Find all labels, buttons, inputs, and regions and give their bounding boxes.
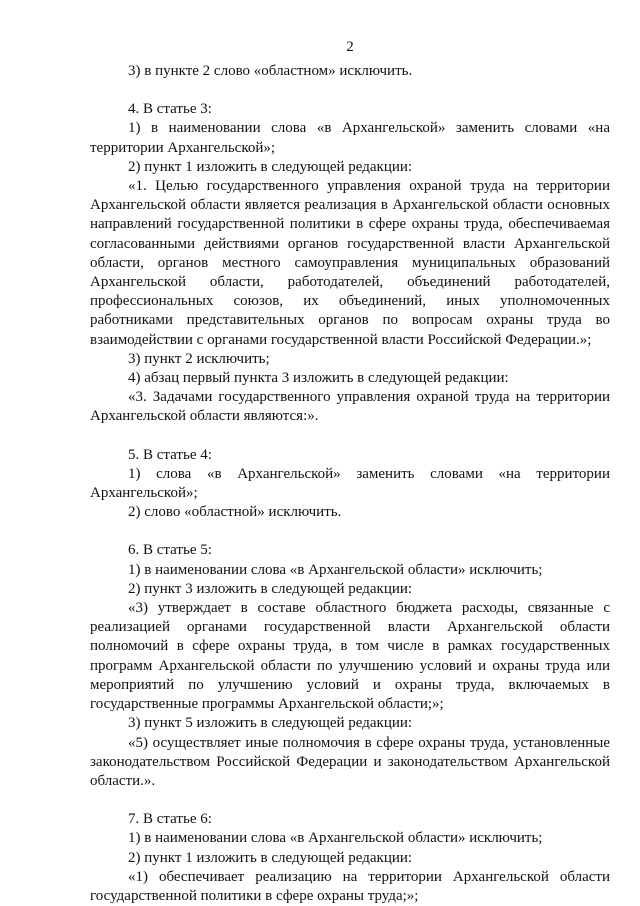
paragraph: 2) пункт 1 изложить в следующей редакции: bbox=[128, 158, 413, 175]
section-heading: 4. В статье 3: bbox=[128, 101, 212, 118]
paragraph: 1) в наименовании слова «в Архангельской области» исключить; bbox=[128, 561, 543, 578]
paragraph: 2) пункт 3 изложить в следующей редакции: bbox=[128, 580, 413, 597]
paragraph: 4) абзац первый пункта 3 изложить в следующей редакции: bbox=[128, 370, 509, 387]
paragraph-gap bbox=[90, 427, 610, 446]
section-heading: 6. В статье 5: bbox=[128, 542, 212, 559]
paragraph: 3) в пункте 2 слово «областном» исключить. bbox=[128, 63, 413, 79]
quoted-paragraph: «3) утверждает в составе областного бюджета расходы, связанные с реализацией органами государственной власти Архангельской области полномочий в сфере охраны труда, в том числе в рамках государственных программ Архангельской области по улучшению условий и охраны труда или мероприятий по улучшению условий и охраны труда, включаемых в государственные программы Архангельской области;»; bbox=[90, 600, 610, 713]
paragraph-gap bbox=[90, 522, 610, 541]
paragraph: 3) пункт 5 изложить в следующей редакции: bbox=[128, 715, 413, 732]
paragraph-gap bbox=[90, 791, 610, 810]
paragraph-gap bbox=[90, 81, 610, 100]
section-heading: 7. В статье 6: bbox=[128, 811, 212, 828]
paragraph: 2) пункт 1 изложить в следующей редакции: bbox=[128, 849, 413, 866]
paragraph: 1) в наименовании слова «в Архангельской области» исключить; bbox=[128, 830, 543, 847]
paragraph: 3) пункт 2 исключить; bbox=[128, 350, 270, 367]
quoted-paragraph: «3. Задачами государственного управления охраной труда на территории Архангельской области являются:». bbox=[90, 389, 610, 425]
paragraph: 1) слова «в Архангельской» заменить словами «на территории Архангельской»; bbox=[90, 465, 610, 502]
section-heading: 5. В статье 4: bbox=[128, 446, 212, 463]
paragraph: 2) слово «областной» исключить. bbox=[128, 504, 342, 521]
page-number: 2 bbox=[346, 39, 354, 55]
paragraph: 1) в наименовании слова «в Архангельской» заменить словами «на территории Архангельской»; bbox=[90, 120, 610, 156]
quoted-paragraph: «1. Целью государственного управления охраной труда на территории Архангельской области является реализация в Архангельской области основных направлений государственной политики в сфере охраны труда, обеспечиваемая согласованными действиями органов государственной власти Архангельской области, органов местного самоуправления муниципальных образований Архангельской области, работодателей, объединений работодателей, профессиональных союзов, их объединений, иных уполномоченных работниками представительных органов по вопросам охраны труда во взаимодействии с органами государственной власти Российской Федерации.»; bbox=[90, 178, 610, 348]
quoted-paragraph: «1) обеспечивает реализацию на территории Архангельской области государственной политики в сфере охраны труда;»; bbox=[90, 868, 610, 904]
quoted-paragraph: «5) осуществляет иные полномочия в сфере охраны труда, установленные законодательством Российской Федерации и законодательством Архангельской области.». bbox=[90, 734, 610, 789]
document-body bbox=[90, 62, 610, 906]
